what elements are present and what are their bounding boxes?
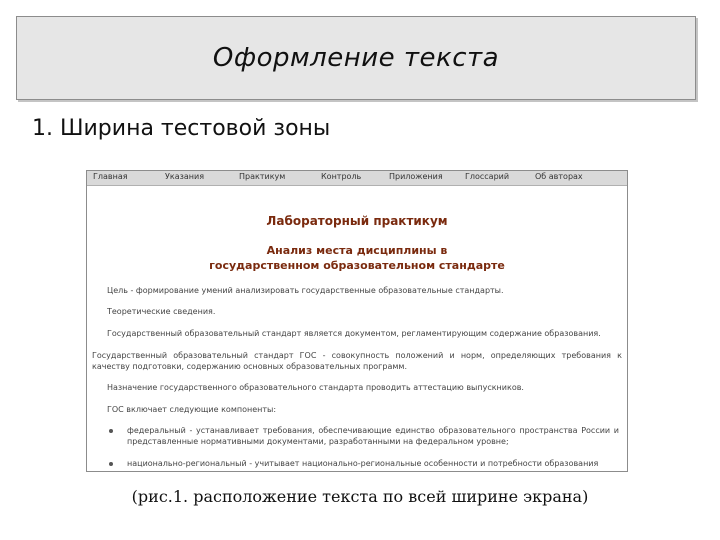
paragraph-theory: Теоретические сведения. bbox=[107, 307, 216, 316]
slide-heading: 1. Ширина тестовой зоны bbox=[32, 116, 331, 141]
nav-item-control[interactable]: Контроль bbox=[321, 172, 362, 181]
nav-item-home[interactable]: Главная bbox=[93, 172, 128, 181]
paragraph-standard-definition: Государственный образовательный стандарт является документом, регламентирующим содержание образования. bbox=[107, 329, 601, 338]
lab-subtitle bbox=[87, 243, 627, 273]
bullet-regional: национально-региональный - учитывает национально-региональные особенности и потребности образования bbox=[127, 459, 599, 468]
slide-title: Оформление текста bbox=[212, 43, 500, 73]
web-page-screenshot bbox=[86, 170, 628, 472]
site-nav-bar bbox=[87, 171, 627, 186]
nav-item-glossary[interactable]: Глоссарий bbox=[465, 172, 510, 181]
paragraph-purpose: Назначение государственного образовательного стандарта проводить аттестацию выпускников. bbox=[107, 383, 524, 392]
lab-subtitle-line-2: государственном образовательном стандарте bbox=[209, 259, 505, 272]
nav-item-practicum[interactable]: Практикум bbox=[239, 172, 286, 181]
paragraph-gos: Государственный образовательный стандарт ГОС - совокупность положений и норм, определяющих требования к качеству подготовки, содержанию основных образовательных программ. bbox=[92, 351, 622, 371]
bullet-icon bbox=[109, 462, 113, 466]
lab-subtitle-line-1: Анализ места дисциплины в bbox=[266, 244, 448, 257]
slide-title-box bbox=[16, 16, 696, 100]
paragraph-components: ГОС включает следующие компоненты: bbox=[107, 405, 277, 414]
paragraph-goal: Цель - формирование умений анализировать государственные образовательные стандарты. bbox=[107, 286, 504, 295]
bullet-icon bbox=[109, 429, 113, 433]
lab-title: Лабораторный практикум bbox=[266, 214, 448, 228]
nav-item-appendices[interactable]: Приложения bbox=[389, 172, 443, 181]
nav-item-authors[interactable]: Об авторах bbox=[535, 172, 583, 181]
nav-item-instructions[interactable]: Указания bbox=[165, 172, 205, 181]
figure-caption: (рис.1. расположение текста по всей ширине экрана) bbox=[131, 487, 589, 506]
bullet-federal: федеральный - устанавливает требования, обеспечивающие единство образовательного пространства России и представленные нормативными документами, разработанными на федеральном уровне; bbox=[127, 426, 619, 446]
